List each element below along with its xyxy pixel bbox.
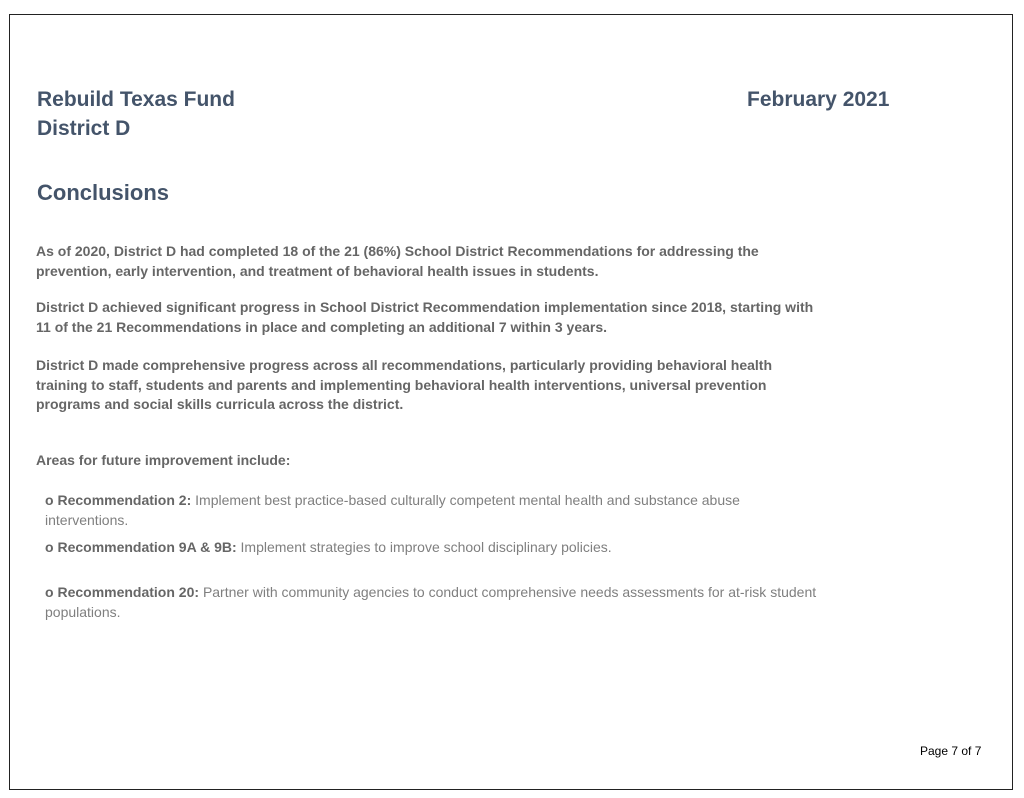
recommendation-text: Implement best practice-based culturally competent mental health and substance abuse interventions. — [45, 492, 740, 528]
conclusion-paragraph: As of 2020, District D had completed 18 of the 21 (86%) School District Recommendations for addressing the prevention, early intervention, and treatment of behavioral health issues in students. — [36, 243, 759, 279]
conclusion-paragraph: District D achieved significant progress in School District Recommendation implementation since 2018, starting with 11 of the 21 Recommendations in place and completing an additional 7 within 3 years. — [36, 299, 814, 335]
recommendation-label: Recommendation 9A & 9B: — [57, 539, 237, 555]
recommendation-text: Implement strategies to improve school disciplinary policies. — [240, 539, 612, 555]
page-number: Page 7 of 7 — [920, 744, 982, 758]
bullet-icon: o — [45, 492, 54, 508]
recommendation-item — [45, 491, 820, 530]
improvement-heading: Areas for future improvement include: — [36, 452, 291, 468]
recommendation-label: Recommendation 2: — [57, 492, 192, 508]
recommendation-label: Recommendation 20: — [57, 584, 200, 600]
bullet-icon: o — [45, 584, 54, 600]
page-title: Conclusions — [37, 180, 170, 205]
document-page — [9, 14, 1013, 790]
district-name: District D — [37, 117, 131, 140]
recommendation-item — [45, 583, 820, 622]
org-name: Rebuild Texas Fund — [37, 88, 235, 111]
bullet-icon: o — [45, 539, 54, 555]
report-date: February 2021 — [747, 88, 890, 111]
recommendation-text: Partner with community agencies to conduct comprehensive needs assessments for at-risk student populations. — [45, 584, 817, 620]
header-left — [37, 85, 235, 143]
conclusion-paragraph: District D made comprehensive progress across all recommendations, particularly providing behavioral health training to staff, students and parents and implementing behavioral health interventions, universal prevention programs and social skills curricula across the district. — [36, 357, 773, 412]
recommendation-item — [45, 538, 820, 558]
